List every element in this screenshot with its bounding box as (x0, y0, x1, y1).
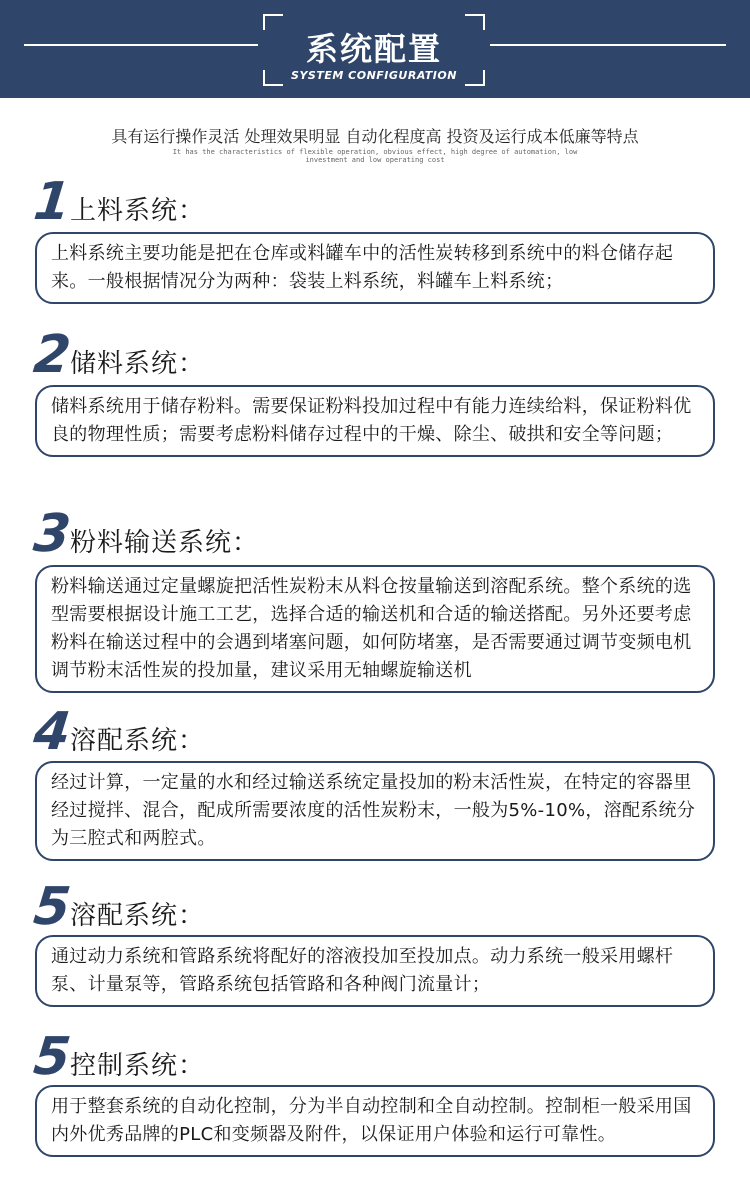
section-title: 溶配系统： (70, 901, 206, 931)
section-body: 经过计算，一定量的水和经过输送系统定量投加的粉末活性炭，在特定的容器里经过搅拌、混合，配成所需要浓度的活性炭粉末，一般为5%-10%，溶配系统分为三腔式和两腔式。 (35, 761, 715, 861)
section-number: 3 (30, 504, 74, 564)
section-body: 上料系统主要功能是把在仓库或料罐车中的活性炭转移到系统中的料仓储存起来。一般根据情况分为两种：袋装上料系统，料罐车上料系统； (35, 232, 715, 304)
section-body: 通过动力系统和管路系统将配好的溶液投加至投加点。动力系统一般采用螺杆泵、计量泵等，管路系统包括管路和各种阀门流量计； (35, 935, 715, 1007)
header-banner (0, 0, 750, 98)
section-body: 用于整套系统的自动化控制，分为半自动控制和全自动控制。控制柜一般采用国内外优秀品牌的PLC和变频器及附件，以保证用户体验和运行可靠性。 (35, 1085, 715, 1157)
section-body: 储料系统用于储存粉料。需要保证粉料投加过程中有能力连续给料，保证粉料优良的物理性质；需要考虑粉料储存过程中的干燥、除尘、破拱和安全等问题； (35, 385, 715, 457)
section-title: 粉料输送系统： (70, 528, 260, 558)
section-number: 5 (30, 1027, 74, 1087)
section-title: 控制系统： (70, 1051, 206, 1081)
tagline: 具有运行操作灵活 处理效果明显 自动化程度高 投资及运行成本低廉等特点 (111, 127, 639, 146)
section-number: 5 (30, 877, 74, 937)
section-number: 2 (30, 325, 74, 385)
section-title: 上料系统： (70, 196, 206, 226)
section-number: 1 (30, 172, 74, 232)
section-title: 溶配系统： (70, 726, 206, 756)
section-body: 粉料输送通过定量螺旋把活性炭粉末从料仓按量输送到溶配系统。整个系统的选型需要根据设计施工工艺，选择合适的输送机和合适的输送搭配。另外还要考虑粉料在输送过程中的会遇到堵塞问题，如何防堵塞，是否需要通过调节变频电机调节粉末活性炭的投加量，建议采用无轴螺旋输送机 (35, 565, 715, 693)
section-title: 储料系统： (70, 349, 206, 379)
tagline-english: It has the characteristics of flexible operation, obvious effect, high degree of automation, low investment and low operating cost (172, 148, 578, 164)
page-subtitle: SYSTEM CONFIGURATION (291, 69, 457, 82)
header-rule-right (490, 44, 726, 46)
title-frame (263, 14, 485, 86)
header-rule-left (24, 44, 258, 46)
page-title: 系统配置 (305, 30, 442, 68)
section-number: 4 (30, 702, 74, 762)
